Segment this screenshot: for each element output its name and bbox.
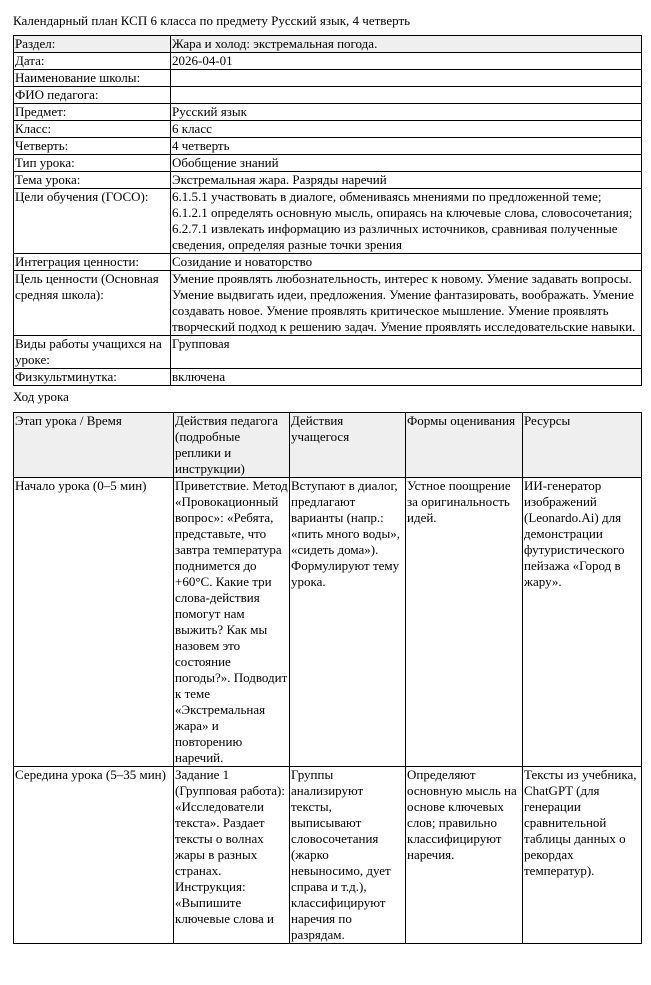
info-label: Тема урока: <box>14 172 171 189</box>
lesson-info-table <box>13 35 642 386</box>
info-row-date <box>14 53 642 70</box>
info-value: Умение проявлять любознательность, интерес к новому. Умение задавать вопросы. Умение выдвигать идеи, предложения. Умение фантазировать, воображать. Умение создавать новое. Умение проявлять критическое мышление. Умение проявлять творческий подход к решению задач. Умение проявлять исследовательские навыки. <box>171 271 642 336</box>
info-value: Обобщение знаний <box>171 155 642 172</box>
table-row <box>14 478 642 767</box>
info-row-teacher <box>14 87 642 104</box>
info-row-value-integration <box>14 254 642 271</box>
info-row-section <box>14 36 642 53</box>
info-row-goals <box>14 189 642 254</box>
info-value <box>171 70 642 87</box>
info-label: Дата: <box>14 53 171 70</box>
info-value: Русский язык <box>171 104 642 121</box>
lesson-flow-heading: Ход урока <box>13 389 69 404</box>
info-value <box>171 87 642 104</box>
info-value: включена <box>171 369 642 386</box>
teacher-actions-cell: Задание 1 (Групповая работа): «Исследователи текста». Раздает тексты о волнах жары в разных странах. Инструкция: «Выпишите ключевые слова и <box>174 767 290 944</box>
info-row-work-types <box>14 336 642 369</box>
info-label: Класс: <box>14 121 171 138</box>
info-value: Жара и холод: экстремальная погода. <box>171 36 642 53</box>
info-value: Экстремальная жара. Разряды наречий <box>171 172 642 189</box>
teacher-actions-cell: Приветствие. Метод «Провокационный вопрос»: «Ребята, представьте, что завтра температура поднимется до +60°C. Какие три слова-действия помогут нам выжить? Как мы назовем это состояние погоды?». Подводит к теме «Экстремальная жара» и повторению наречий. <box>175 478 288 765</box>
column-header: Действия педагога (подробные реплики и инструкции) <box>174 413 290 478</box>
info-value: 6 класс <box>171 121 642 138</box>
lesson-flow-table <box>13 412 642 944</box>
info-label: Раздел: <box>14 36 171 53</box>
info-label: Виды работы учащихся на уроке: <box>14 336 171 369</box>
info-row-value-goal <box>14 271 642 336</box>
stage-cell: Середина урока (5–35 мин) <box>14 767 174 944</box>
info-label: Тип урока: <box>14 155 171 172</box>
assessment-cell: Устное поощрение за оригинальность идей. <box>406 478 523 767</box>
resources-cell: Тексты из учебника, ChatGPT (для генерации сравнительной таблицы данных о рекордах температур). <box>523 767 642 944</box>
info-row-quarter <box>14 138 642 155</box>
info-value: 2026-04-01 <box>171 53 642 70</box>
column-header: Этап урока / Время <box>14 413 174 478</box>
info-label: Интеграция ценности: <box>14 254 171 271</box>
info-row-school <box>14 70 642 87</box>
info-row-topic <box>14 172 642 189</box>
info-label: Четверть: <box>14 138 171 155</box>
info-label: Цели обучения (ГОСО): <box>14 189 171 254</box>
info-row-subject <box>14 104 642 121</box>
info-label: ФИО педагога: <box>14 87 171 104</box>
info-row-exercise <box>14 369 642 386</box>
resources-cell: ИИ-генератор изображений (Leonardo.Ai) для демонстрации футуристического пейзажа «Город в жару». <box>523 478 642 767</box>
info-value: 6.1.5.1 участвовать в диалоге, обмениваясь мнениями по предложенной теме; 6.1.2.1 определять основную мысль, опираясь на ключевые слова, словосочетания; 6.2.7.1 извлекать информацию из различных источников, сравнивая полученные сведения, определяя разные точки зрения <box>171 189 642 254</box>
info-value: 4 четверть <box>171 138 642 155</box>
lesson-header-row <box>14 413 642 478</box>
info-value: Групповая <box>171 336 642 369</box>
info-label: Цель ценности (Основная средняя школа): <box>14 271 171 336</box>
info-label: Наименование школы: <box>14 70 171 87</box>
table-row <box>14 767 642 944</box>
column-header: Формы оценивания <box>406 413 523 478</box>
student-actions-cell: Вступают в диалог, предлагают варианты (напр.: «пить много воды», «сидеть дома»). Формулируют тему урока. <box>290 478 406 767</box>
stage-cell: Начало урока (0–5 мин) <box>14 478 174 767</box>
info-label: Предмет: <box>14 104 171 121</box>
student-actions-cell: Группы анализируют тексты, выписывают словосочетания (жарко невыносимо, дует справа и т.д.), классифицируют наречия по разрядам. <box>290 767 406 944</box>
column-header: Ресурсы <box>523 413 642 478</box>
column-header: Действия учащегося <box>290 413 406 478</box>
info-row-class <box>14 121 642 138</box>
assessment-cell: Определяют основную мысль на основе ключевых слов; правильно классифицируют наречия. <box>406 767 523 944</box>
info-row-lesson-type <box>14 155 642 172</box>
document-title: Календарный план КСП 6 класса по предмету Русский язык, 4 четверть <box>13 13 411 28</box>
info-value: Созидание и новаторство <box>171 254 642 271</box>
info-label: Физкультминутка: <box>14 369 171 386</box>
